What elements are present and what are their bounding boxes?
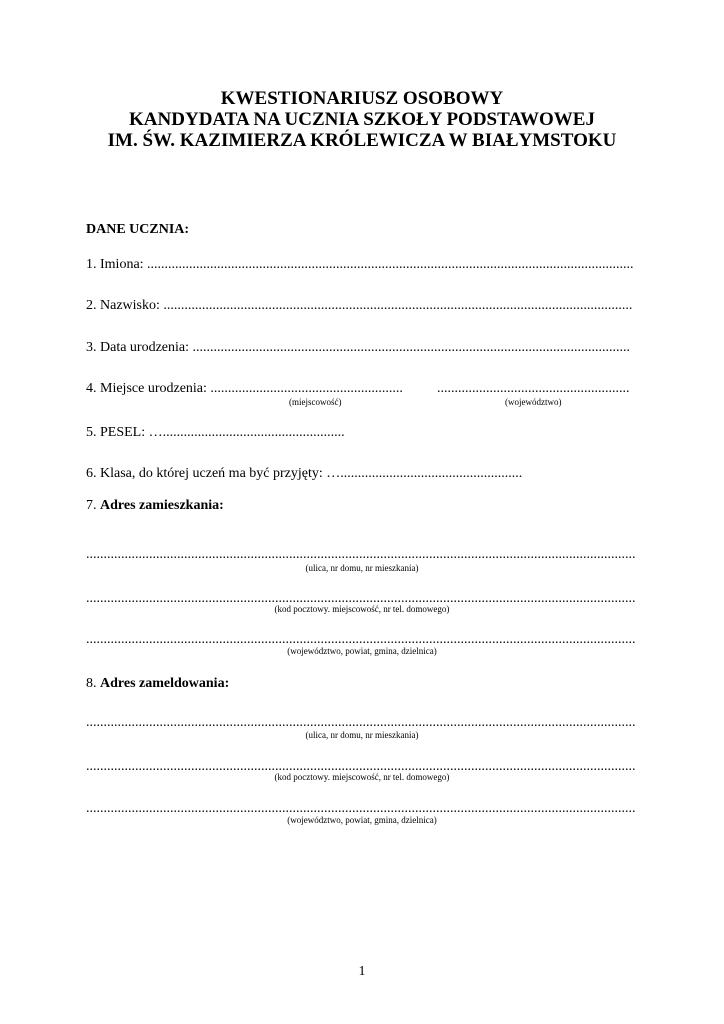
section-registered-address [86, 676, 229, 692]
title-line-2: KANDYDATA NA UCZNIA SZKOŁY PODSTAWOWEJ [129, 109, 595, 130]
field-first-names [86, 257, 634, 273]
title-line-1: KWESTIONARIUSZ OSOBOWY [220, 88, 504, 109]
caption-registered-street: (ulica, nr domu, nr mieszkania) [305, 730, 419, 740]
caption-residence-region: (województwo, powiat, gmina, dzielnica) [287, 646, 437, 656]
caption-residence-post: (kod pocztowy. miejscowość, nr tel. domowego) [274, 604, 450, 614]
registered-post-blank[interactable]: ............................................................................................................................................................. [86, 759, 636, 774]
field-birth-place-town-blank[interactable]: ....................................................... [210, 381, 403, 396]
section-residence-address [86, 498, 224, 514]
field-pesel [86, 425, 345, 441]
section-residence-title: Adres zamieszkania: [100, 498, 224, 513]
registered-region-blank[interactable]: ............................................................................................................................................................. [86, 801, 636, 816]
field-pesel-label: 5. PESEL: [86, 425, 149, 440]
section-residence-number: 7. [86, 498, 100, 513]
field-class-blank[interactable]: ….................................................... [326, 466, 523, 481]
residence-post-blank[interactable]: ............................................................................................................................................................. [86, 591, 636, 606]
residence-region-blank[interactable]: ............................................................................................................................................................. [86, 632, 636, 647]
caption-region: (województwo) [505, 397, 562, 407]
section-student-data: DANE UCZNIA: [86, 222, 190, 237]
field-class-label: 6. Klasa, do której uczeń ma być przyjęty: [86, 466, 327, 481]
field-first-names-label: 1. Imiona: [86, 257, 148, 272]
field-class [86, 466, 522, 482]
registered-street-blank[interactable]: ............................................................................................................................................................. [86, 715, 636, 730]
field-birth-date [86, 340, 630, 356]
field-pesel-blank[interactable]: ….................................................... [148, 425, 345, 440]
field-surname [86, 298, 632, 314]
field-birth-place-region [437, 381, 630, 397]
field-surname-blank[interactable]: ...................................................................................................................................... [163, 298, 633, 313]
title-line-3: IM. ŚW. KAZIMIERZA KRÓLEWICZA W BIAŁYMSTOKU [107, 130, 617, 151]
caption-registered-post: (kod pocztowy. miejscowość, nr tel. domowego) [274, 772, 450, 782]
field-surname-label: 2. Nazwisko: [86, 298, 164, 313]
field-birth-date-label: 3. Data urodzenia: [86, 340, 193, 355]
caption-residence-street: (ulica, nr domu, nr mieszkania) [305, 563, 419, 573]
field-birth-place-label: 4. Miejsce urodzenia: [86, 381, 211, 396]
section-registered-title: Adres zameldowania: [100, 676, 230, 691]
form-title [0, 88, 724, 151]
field-first-names-blank[interactable]: ........................................................................................................................................... [147, 257, 634, 272]
field-birth-place [86, 381, 403, 397]
section-registered-number: 8. [86, 676, 100, 691]
caption-registered-region: (województwo, powiat, gmina, dzielnica) [287, 815, 437, 825]
page-number: 1 [358, 964, 366, 979]
field-birth-date-blank[interactable]: ............................................................................................................................. [192, 340, 631, 355]
caption-town: (miejscowość) [289, 397, 342, 407]
residence-street-blank[interactable]: ............................................................................................................................................................. [86, 547, 636, 562]
field-birth-place-region-blank[interactable]: ....................................................... [437, 381, 630, 396]
